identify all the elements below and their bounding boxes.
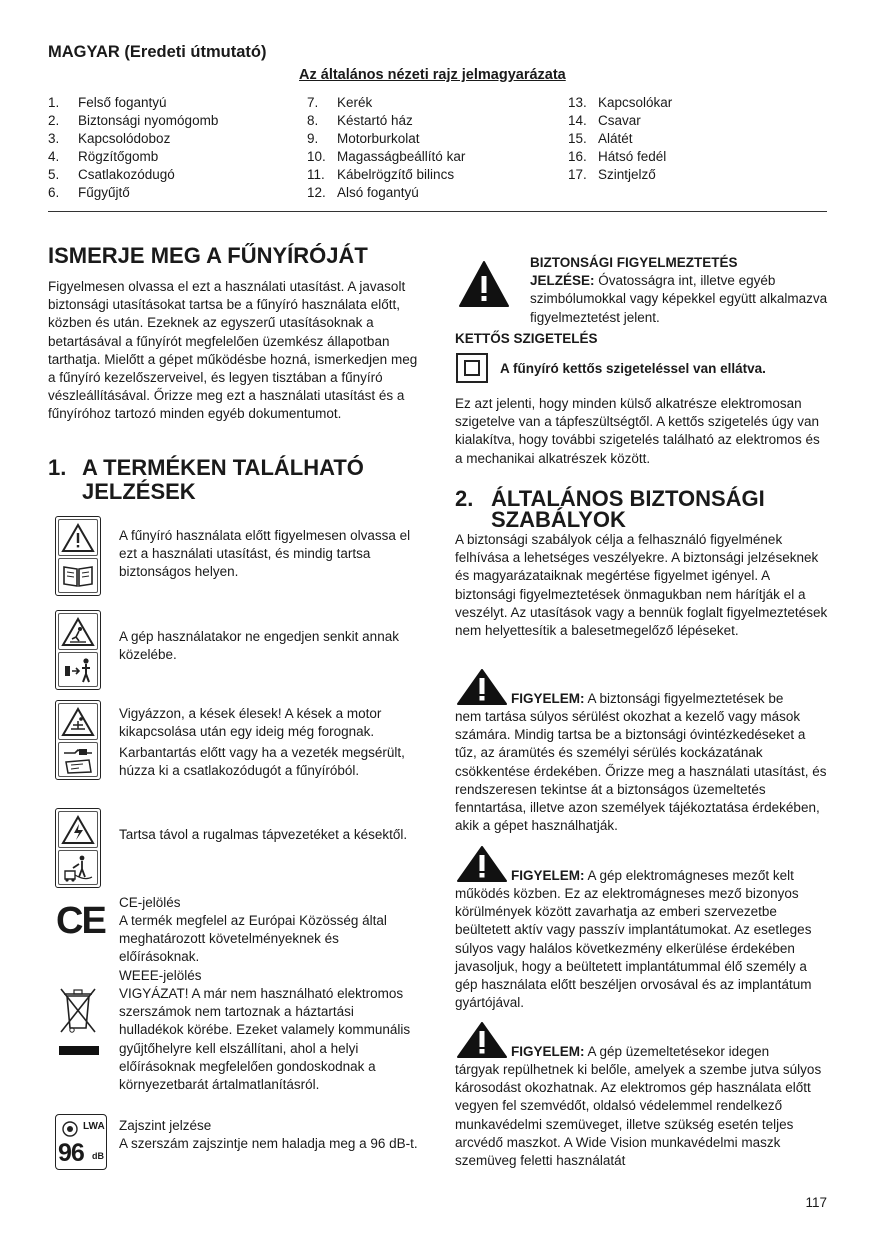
legend-item-number: 10.	[307, 149, 326, 164]
legend-column-1	[48, 94, 218, 202]
legend-item	[307, 112, 465, 130]
legend-item-number: 16.	[568, 149, 587, 164]
legend-item	[568, 166, 672, 184]
legend-item	[568, 94, 672, 112]
warning-2-first-line	[511, 867, 831, 885]
warning-2-text-first: A gép elektromágneses mezőt kelt	[584, 868, 794, 883]
blade-warning-icon	[58, 703, 98, 740]
legend-item-label: Alátét	[598, 131, 633, 146]
legend-item	[568, 148, 672, 166]
double-insulation-text: Ez azt jelenti, hogy minden külső alkatrésze elektromosan szigetelve van a tápfeszültségtől. A kettős szigetelés úgy van kialakítva, hogy további szigetelés található az elektromos és a mechanikai alkatrészek között.	[455, 396, 820, 466]
weee-text: VIGYÁZAT! A már nem használható elektromos szerszámok nem tartoznak a háztartási hulladékok körébe. Ezeket valamely kommunális gyűjtőhelyre kell elszállítani, ahol a helyi előírásoknak megfelelően gondoskodnak a környezetbarát ártalmatlanításról.	[119, 986, 411, 1093]
legend-column-3	[568, 94, 672, 184]
symbol-read-manual-text: A fűnyíró használata előtt figyelmesen olvassa el ezt a használati utasítást, és mindig tartsa biztonságos helyen.	[119, 528, 411, 580]
legend-item	[568, 112, 672, 130]
legend-item	[307, 130, 465, 148]
legend-item-number: 11.	[307, 167, 325, 182]
warning-3-first-line	[511, 1043, 831, 1061]
legend-item-label: Rögzítőgomb	[78, 149, 159, 164]
symbol-sharp-blades-text: Vigyázzon, a kések élesek! A kések a motor kikapcsolása után egy ideig még forognak.	[119, 706, 382, 740]
thrown-object-warning-icon	[58, 613, 98, 650]
legend-item	[307, 166, 465, 184]
legend-item	[307, 148, 465, 166]
noise-text: A szerszám zajszintje nem haladja meg a 96 dB-t.	[119, 1136, 418, 1151]
legend-item	[307, 94, 465, 112]
noise-lwa-label: LWA	[83, 1121, 105, 1132]
legend-item-label: Felső fogantyú	[78, 95, 167, 110]
weee-crossed-bin-icon	[57, 986, 99, 1058]
legend-item-label: Késtartó ház	[337, 113, 413, 128]
legend-item-number: 2.	[48, 113, 60, 128]
legend-item-number: 3.	[48, 131, 60, 146]
legend-item-label: Magasságbeállító kar	[337, 149, 466, 164]
ce-text: A termék megfelel az Európai Közösség által meghatározott követelményeknek és előírásoknak.	[119, 913, 387, 965]
symbol-keep-away-text: A gép használatakor ne engedjen senkit annak közelébe.	[119, 629, 399, 663]
legend-item-label: Hátsó fedél	[598, 149, 667, 164]
legend-item-label: Csavar	[598, 113, 641, 128]
symbol-cable-away	[55, 808, 101, 888]
ce-mark-icon: CE	[56, 900, 105, 942]
warning-3-text-first: A gép üzemeltetésekor idegen	[584, 1044, 770, 1059]
legend-item-label: Fűgyűjtő	[78, 185, 130, 200]
double-insulation-label: A fűnyíró kettős szigeteléssel van ellátva.	[500, 361, 766, 376]
legend-item-number: 13.	[568, 95, 587, 110]
legend-item-number: 6.	[48, 185, 60, 200]
warning-triangle-icon	[58, 519, 98, 556]
warning-3-label: FIGYELEM:	[511, 1044, 585, 1059]
safety-alert-description	[530, 254, 830, 327]
warning-1-text-first: A biztonsági figyelmeztetések be	[584, 691, 784, 706]
legend-item-label: Kerék	[337, 95, 373, 110]
legend-item-label: Alsó fogantyú	[337, 185, 419, 200]
noise-icon	[61, 1120, 79, 1138]
safety-alert-label: BIZTONSÁGI FIGYELMEZTETÉS	[530, 255, 738, 270]
legend-item-number: 5.	[48, 167, 60, 182]
noise-title: Zajszint jelzése	[119, 1118, 212, 1133]
header-divider	[48, 211, 827, 212]
page-number: 117	[805, 1195, 827, 1210]
symbol-cable-away-text: Tartsa távol a rugalmas tápvezetéket a késektől.	[119, 827, 408, 842]
legend-item-number: 15.	[568, 131, 587, 146]
warning-2-label: FIGYELEM:	[511, 868, 585, 883]
legend-item	[48, 166, 218, 184]
legend-item-number: 17.	[568, 167, 587, 182]
legend-item	[48, 94, 218, 112]
double-insulation-title: KETTŐS SZIGETELÉS	[455, 331, 598, 346]
legend-column-2	[307, 94, 465, 202]
legend-item-label: Motorburkolat	[337, 131, 420, 146]
warning-2-text: működés közben. Ez az elektromágneses mező bizonyos körülmények között zavarhatja az emberi szervezetbe beültetett aktív vagy passzív implantátumokat. Az esetleges súlyos vagy halálos következmény elkerülése érdekében javasoljuk, hogy a beültetett implantátummal élő személy a gép használata előtt beszéljen orvosával és az implantátum gyártójával.	[455, 886, 812, 1011]
book-icon	[58, 558, 98, 593]
legend-item-number: 1.	[48, 95, 60, 110]
legend-item-number: 8.	[307, 113, 319, 128]
safety-alert-text: Óvatosságra int, illetve egyéb szimbólumokkal vagy képekkel együtt alkalmazva figyelmeztetést jelent.	[530, 273, 828, 325]
legend-item-label: Csatlakozódugó	[78, 167, 175, 182]
warning-2-icon	[456, 846, 508, 882]
bystander-distance-icon	[58, 652, 98, 687]
symbol-sharp-blades	[55, 700, 101, 780]
legend-title: Az általános nézeti rajz jelmagyarázata	[299, 67, 566, 83]
legend-item	[307, 184, 465, 202]
legend-item-number: 14.	[568, 113, 587, 128]
safety-alert-icon	[458, 260, 510, 308]
section-1-title-line2: JELZÉSEK	[82, 479, 196, 504]
section-2-text: A biztonsági szabályok célja a felhasználó figyelmének felhívása a lehetséges veszélyekre. A biztonsági jelzéseknek és magyarázataiknak megértése figyelmet igényel. A biztonsági figyelmeztetések önmagukban nem hárítják el a veszélyt. Az utasítások vagy a bennük foglalt figyelmeztetések nem helyettesítik a balesetmegelőző lépéseket.	[455, 532, 828, 639]
section-2-number: 2.	[455, 486, 474, 511]
noise-level-symbol	[55, 1114, 107, 1170]
section-2-title-line2: SZABÁLYOK	[491, 507, 626, 532]
legend-item-label: Kapcsolókar	[598, 95, 673, 110]
intro-title: ISMERJE MEG A FŰNYÍRÓJÁT	[48, 243, 368, 268]
warning-3-text: tárgyak repülhetnek ki belőle, amelyek a szembe jutva súlyos károsodást okozhatnak. Az elektromos gép használata előtt vegyen fel szemvédőt, oldalsó védelemmel rendelkező munkavédelmi szemüveget, illetve szükség esetén teljes arcvédő maszkot. A Wide Vision munkavédelmi maszk szemüveg feletti használatát	[455, 1062, 822, 1169]
warning-1-first-line	[511, 690, 831, 708]
legend-item	[568, 130, 672, 148]
noise-unit: dB	[92, 1151, 104, 1161]
symbol-read-manual	[55, 516, 101, 596]
noise-value: 96	[58, 1139, 84, 1167]
legend-item-number: 9.	[307, 131, 319, 146]
legend-item-label: Szintjelző	[598, 167, 656, 182]
unplug-icon	[58, 742, 98, 777]
legend-item	[48, 148, 218, 166]
legend-item-label: Kapcsolódoboz	[78, 131, 171, 146]
symbol-keep-away	[55, 610, 101, 690]
legend-item-number: 4.	[48, 149, 60, 164]
double-insulation-icon	[456, 353, 488, 383]
weee-title: WEEE-jelölés	[119, 968, 202, 983]
warning-1-text: nem tartása súlyos sérülést okozhat a kezelő vagy mások számára. Mindig tartsa be a biztonsági óvintézkedéseket a tűz, az áramütés és személyi sérülés kockázatának csökkentése érdekében. Őrizze meg a használati utasítást, és rendszeresen tekintse át a biztonságos üzemeltetés fenntartása, illetve azon személyek tájékoztatása érdekében, akik a gépet használhatják.	[455, 709, 827, 834]
symbol-unplug-text: Karbantartás előtt vagy ha a vezeték megsérült, húzza ki a csatlakozódugót a fűnyíróból.	[119, 745, 405, 779]
warning-1-label: FIGYELEM:	[511, 691, 585, 706]
page-language-title: MAGYAR (Eredeti útmutató)	[48, 43, 267, 61]
section-1-title-line1: A TERMÉKEN TALÁLHATÓ	[82, 455, 364, 480]
safety-alert-label-2: JELZÉSE:	[530, 273, 595, 289]
legend-item-number: 7.	[307, 95, 319, 110]
legend-item-number: 12.	[307, 185, 326, 200]
warning-3-icon	[456, 1022, 508, 1058]
intro-text: Figyelmesen olvassa el ezt a használati utasítást. A javasolt biztonsági utasításokat tartsa be a fűnyíró használata előtt, közben és után. Ezeknek az egyszerű utasításoknak a betartásával a fűnyírót megfelelően üzemkész állapotban tarthatja. Mielőtt a gépet működésbe hozná, ismerkedjen meg a fűnyíró kezelőszerveivel, és legyen tisztában a fűnyíró vészleállításával. Őrizze meg ezt a használati utasítást és a fűnyíróhoz tartozó minden egyéb dokumentumot.	[48, 279, 418, 422]
ce-title: CE-jelölés	[119, 895, 181, 910]
legend-item-label: Kábelrögzítő bilincs	[337, 167, 455, 182]
section-1-number: 1.	[48, 455, 67, 480]
legend-item	[48, 130, 218, 148]
legend-item-label: Biztonsági nyomógomb	[78, 113, 219, 128]
warning-1-icon	[456, 669, 508, 705]
electric-shock-warning-icon	[58, 811, 98, 848]
legend-item	[48, 112, 218, 130]
legend-item	[48, 184, 218, 202]
cable-mower-icon	[58, 850, 98, 885]
section-2-title-line1: ÁLTALÁNOS BIZTONSÁGI	[491, 486, 765, 511]
